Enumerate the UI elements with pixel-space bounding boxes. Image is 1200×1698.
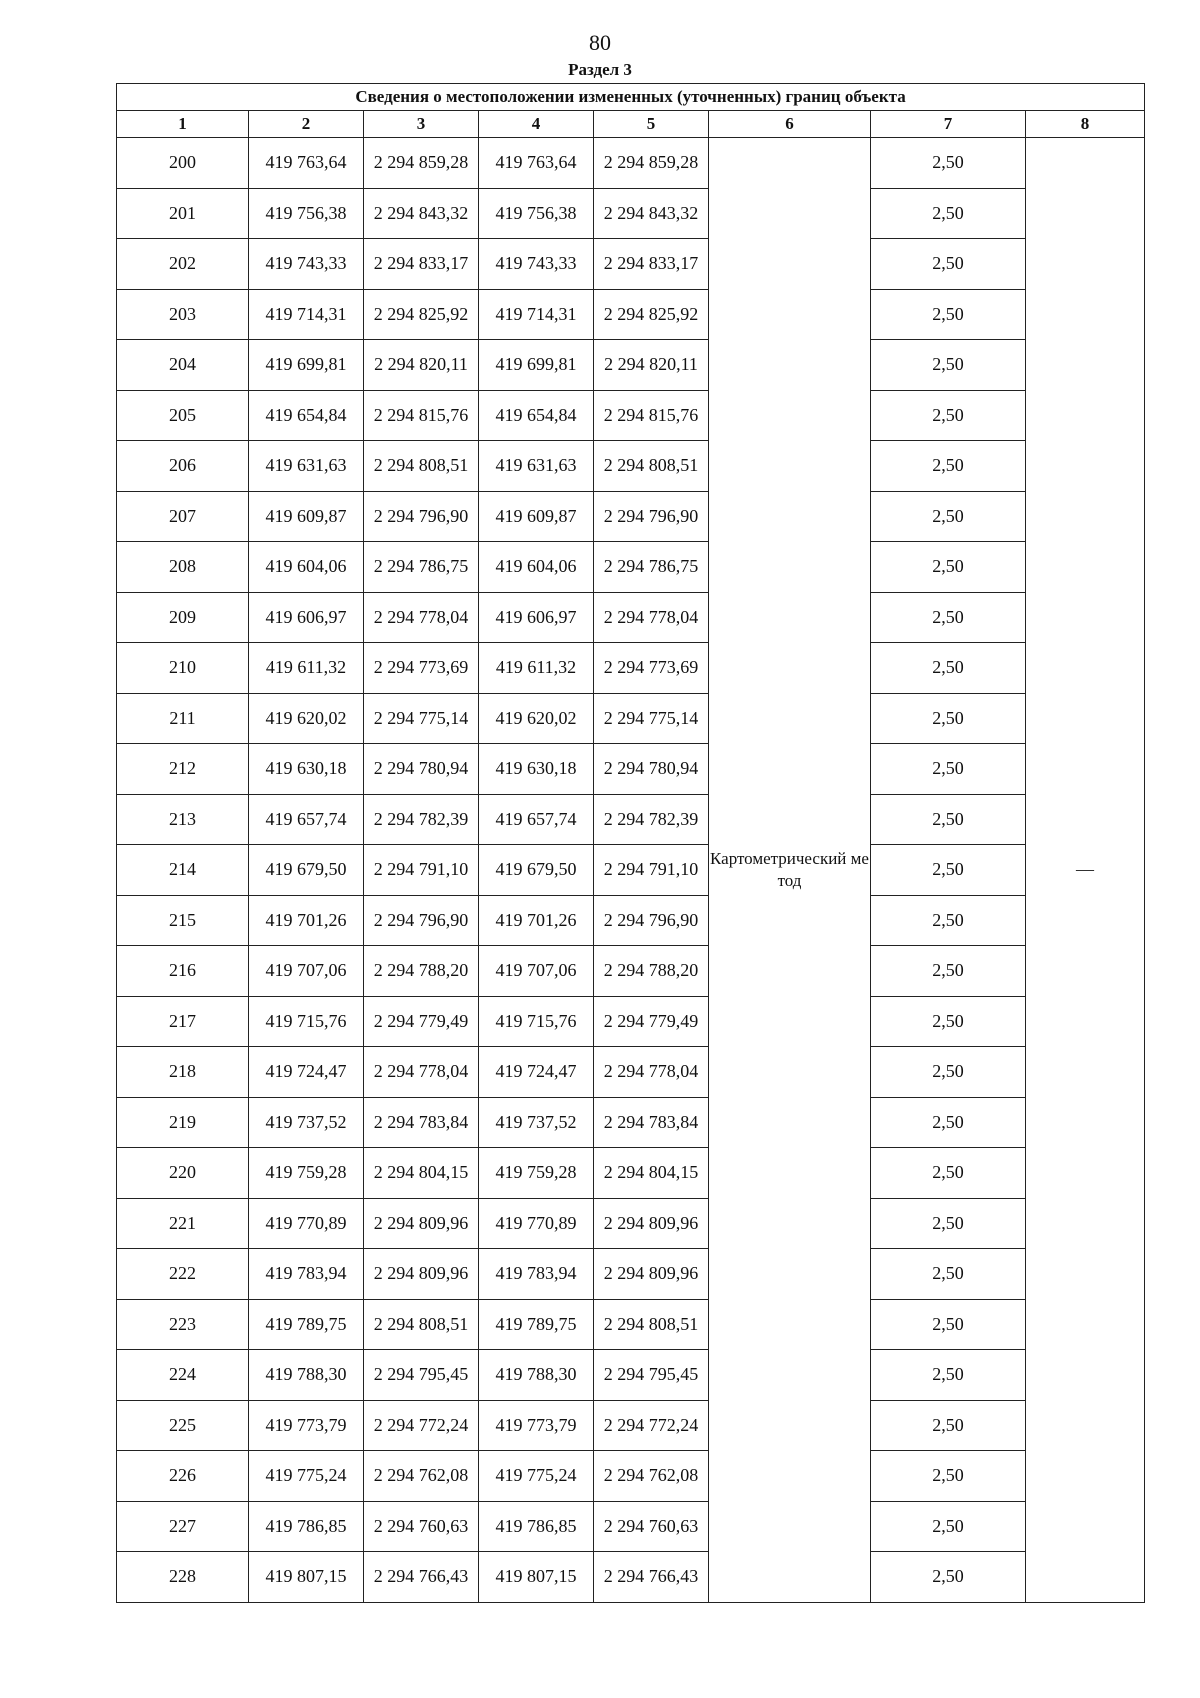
x-old-cell: 419 714,31 [249, 289, 364, 340]
y-new-cell: 2 294 809,96 [594, 1198, 709, 1249]
accuracy-cell: 2,50 [871, 1047, 1026, 1098]
x-new-cell: 419 807,15 [479, 1552, 594, 1603]
x-new-cell: 419 715,76 [479, 996, 594, 1047]
point-number-cell: 208 [117, 542, 249, 593]
accuracy-cell: 2,50 [871, 693, 1026, 744]
y-old-cell: 2 294 762,08 [364, 1451, 479, 1502]
x-old-cell: 419 604,06 [249, 542, 364, 593]
point-number-cell: 203 [117, 289, 249, 340]
x-new-cell: 419 657,74 [479, 794, 594, 845]
table-row [117, 1047, 1145, 1098]
accuracy-cell: 2,50 [871, 390, 1026, 441]
x-new-cell: 419 620,02 [479, 693, 594, 744]
x-new-cell: 419 775,24 [479, 1451, 594, 1502]
x-old-cell: 419 756,38 [249, 188, 364, 239]
x-new-cell: 419 714,31 [479, 289, 594, 340]
x-new-cell: 419 786,85 [479, 1501, 594, 1552]
y-old-cell: 2 294 773,69 [364, 643, 479, 694]
table-row [117, 946, 1145, 997]
accuracy-cell: 2,50 [871, 744, 1026, 795]
accuracy-cell: 2,50 [871, 946, 1026, 997]
x-new-cell: 419 756,38 [479, 188, 594, 239]
table-row [117, 1400, 1145, 1451]
x-old-cell: 419 786,85 [249, 1501, 364, 1552]
point-number-cell: 227 [117, 1501, 249, 1552]
y-old-cell: 2 294 778,04 [364, 592, 479, 643]
table-caption: Сведения о местоположении измененных (уточненных) границ объекта [117, 84, 1145, 111]
table-row [117, 1552, 1145, 1603]
x-old-cell: 419 763,64 [249, 138, 364, 189]
table-row [117, 643, 1145, 694]
y-old-cell: 2 294 786,75 [364, 542, 479, 593]
x-new-cell: 419 707,06 [479, 946, 594, 997]
point-number-cell: 220 [117, 1148, 249, 1199]
table-row [117, 996, 1145, 1047]
accuracy-cell: 2,50 [871, 138, 1026, 189]
table-row [117, 1451, 1145, 1502]
y-new-cell: 2 294 788,20 [594, 946, 709, 997]
y-new-cell: 2 294 760,63 [594, 1501, 709, 1552]
accuracy-cell: 2,50 [871, 895, 1026, 946]
y-old-cell: 2 294 804,15 [364, 1148, 479, 1199]
x-old-cell: 419 737,52 [249, 1097, 364, 1148]
table-row [117, 188, 1145, 239]
column-header-6: 6 [709, 111, 871, 138]
method-cell: Картометрический метод [709, 138, 871, 1603]
accuracy-cell: 2,50 [871, 996, 1026, 1047]
page-number: 80 [589, 30, 611, 55]
table-row [117, 1299, 1145, 1350]
table-row [117, 340, 1145, 391]
accuracy-cell: 2,50 [871, 592, 1026, 643]
y-new-cell: 2 294 859,28 [594, 138, 709, 189]
x-old-cell: 419 789,75 [249, 1299, 364, 1350]
point-number-cell: 216 [117, 946, 249, 997]
y-old-cell: 2 294 796,90 [364, 491, 479, 542]
point-number-cell: 204 [117, 340, 249, 391]
accuracy-cell: 2,50 [871, 1451, 1026, 1502]
table-row [117, 744, 1145, 795]
column-header-1: 1 [117, 111, 249, 138]
point-number-cell: 206 [117, 441, 249, 492]
point-number-cell: 217 [117, 996, 249, 1047]
y-old-cell: 2 294 782,39 [364, 794, 479, 845]
x-old-cell: 419 611,32 [249, 643, 364, 694]
point-number-cell: 210 [117, 643, 249, 694]
x-new-cell: 419 743,33 [479, 239, 594, 290]
table-row [117, 794, 1145, 845]
x-old-cell: 419 701,26 [249, 895, 364, 946]
y-old-cell: 2 294 808,51 [364, 1299, 479, 1350]
point-number-cell: 218 [117, 1047, 249, 1098]
y-new-cell: 2 294 783,84 [594, 1097, 709, 1148]
y-old-cell: 2 294 780,94 [364, 744, 479, 795]
x-new-cell: 419 789,75 [479, 1299, 594, 1350]
table-row [117, 1249, 1145, 1300]
table-row [117, 390, 1145, 441]
coordinates-table [116, 83, 1145, 1603]
point-number-cell: 209 [117, 592, 249, 643]
y-old-cell: 2 294 760,63 [364, 1501, 479, 1552]
y-new-cell: 2 294 779,49 [594, 996, 709, 1047]
x-old-cell: 419 631,63 [249, 441, 364, 492]
column-header-8: 8 [1026, 111, 1145, 138]
point-number-cell: 228 [117, 1552, 249, 1603]
accuracy-cell: 2,50 [871, 289, 1026, 340]
x-old-cell: 419 783,94 [249, 1249, 364, 1300]
y-old-cell: 2 294 833,17 [364, 239, 479, 290]
x-new-cell: 419 737,52 [479, 1097, 594, 1148]
y-old-cell: 2 294 795,45 [364, 1350, 479, 1401]
accuracy-cell: 2,50 [871, 1400, 1026, 1451]
point-number-cell: 201 [117, 188, 249, 239]
accuracy-cell: 2,50 [871, 542, 1026, 593]
y-old-cell: 2 294 772,24 [364, 1400, 479, 1451]
x-old-cell: 419 788,30 [249, 1350, 364, 1401]
x-old-cell: 419 724,47 [249, 1047, 364, 1098]
table-row [117, 1097, 1145, 1148]
y-new-cell: 2 294 809,96 [594, 1249, 709, 1300]
y-new-cell: 2 294 795,45 [594, 1350, 709, 1401]
accuracy-cell: 2,50 [871, 1198, 1026, 1249]
accuracy-cell: 2,50 [871, 188, 1026, 239]
y-new-cell: 2 294 766,43 [594, 1552, 709, 1603]
point-number-cell: 221 [117, 1198, 249, 1249]
x-new-cell: 419 788,30 [479, 1350, 594, 1401]
point-number-cell: 200 [117, 138, 249, 189]
x-new-cell: 419 783,94 [479, 1249, 594, 1300]
point-number-cell: 224 [117, 1350, 249, 1401]
y-new-cell: 2 294 775,14 [594, 693, 709, 744]
accuracy-cell: 2,50 [871, 1552, 1026, 1603]
x-new-cell: 419 630,18 [479, 744, 594, 795]
y-old-cell: 2 294 815,76 [364, 390, 479, 441]
table-row [117, 138, 1145, 189]
accuracy-cell: 2,50 [871, 1299, 1026, 1350]
x-new-cell: 419 654,84 [479, 390, 594, 441]
table-row [117, 441, 1145, 492]
y-new-cell: 2 294 815,76 [594, 390, 709, 441]
point-number-cell: 211 [117, 693, 249, 744]
table-row [117, 845, 1145, 896]
column-header-4: 4 [479, 111, 594, 138]
accuracy-cell: 2,50 [871, 643, 1026, 694]
y-old-cell: 2 294 796,90 [364, 895, 479, 946]
point-number-cell: 205 [117, 390, 249, 441]
y-new-cell: 2 294 804,15 [594, 1148, 709, 1199]
table-row [117, 693, 1145, 744]
y-old-cell: 2 294 778,04 [364, 1047, 479, 1098]
x-old-cell: 419 773,79 [249, 1400, 364, 1451]
accuracy-cell: 2,50 [871, 491, 1026, 542]
table-row [117, 592, 1145, 643]
y-new-cell: 2 294 782,39 [594, 794, 709, 845]
y-new-cell: 2 294 833,17 [594, 239, 709, 290]
table-row [117, 895, 1145, 946]
point-number-cell: 214 [117, 845, 249, 896]
y-old-cell: 2 294 766,43 [364, 1552, 479, 1603]
y-new-cell: 2 294 778,04 [594, 1047, 709, 1098]
y-new-cell: 2 294 772,24 [594, 1400, 709, 1451]
x-new-cell: 419 604,06 [479, 542, 594, 593]
table-row [117, 1148, 1145, 1199]
y-new-cell: 2 294 808,51 [594, 441, 709, 492]
y-old-cell: 2 294 809,96 [364, 1249, 479, 1300]
y-new-cell: 2 294 762,08 [594, 1451, 709, 1502]
x-old-cell: 419 699,81 [249, 340, 364, 391]
point-number-cell: 207 [117, 491, 249, 542]
y-old-cell: 2 294 775,14 [364, 693, 479, 744]
point-number-cell: 219 [117, 1097, 249, 1148]
y-new-cell: 2 294 843,32 [594, 188, 709, 239]
x-old-cell: 419 743,33 [249, 239, 364, 290]
x-new-cell: 419 606,97 [479, 592, 594, 643]
x-new-cell: 419 631,63 [479, 441, 594, 492]
y-old-cell: 2 294 783,84 [364, 1097, 479, 1148]
table-row [117, 1350, 1145, 1401]
accuracy-cell: 2,50 [871, 441, 1026, 492]
point-number-cell: 212 [117, 744, 249, 795]
point-number-cell: 213 [117, 794, 249, 845]
x-old-cell: 419 679,50 [249, 845, 364, 896]
y-old-cell: 2 294 791,10 [364, 845, 479, 896]
x-old-cell: 419 630,18 [249, 744, 364, 795]
table-row [117, 1501, 1145, 1552]
x-new-cell: 419 773,79 [479, 1400, 594, 1451]
x-old-cell: 419 759,28 [249, 1148, 364, 1199]
accuracy-cell: 2,50 [871, 1501, 1026, 1552]
x-old-cell: 419 657,74 [249, 794, 364, 845]
table-row [117, 289, 1145, 340]
y-old-cell: 2 294 820,11 [364, 340, 479, 391]
x-old-cell: 419 620,02 [249, 693, 364, 744]
x-old-cell: 419 654,84 [249, 390, 364, 441]
y-new-cell: 2 294 796,90 [594, 491, 709, 542]
table-row [117, 542, 1145, 593]
accuracy-cell: 2,50 [871, 794, 1026, 845]
y-old-cell: 2 294 809,96 [364, 1198, 479, 1249]
y-new-cell: 2 294 825,92 [594, 289, 709, 340]
y-new-cell: 2 294 773,69 [594, 643, 709, 694]
table-row [117, 491, 1145, 542]
x-new-cell: 419 611,32 [479, 643, 594, 694]
section-title: Раздел 3 [568, 60, 632, 79]
point-number-cell: 215 [117, 895, 249, 946]
accuracy-cell: 2,50 [871, 1350, 1026, 1401]
y-new-cell: 2 294 780,94 [594, 744, 709, 795]
x-new-cell: 419 763,64 [479, 138, 594, 189]
x-new-cell: 419 759,28 [479, 1148, 594, 1199]
table-row [117, 1198, 1145, 1249]
note-cell: — [1026, 138, 1145, 1603]
x-new-cell: 419 724,47 [479, 1047, 594, 1098]
x-new-cell: 419 701,26 [479, 895, 594, 946]
x-new-cell: 419 679,50 [479, 845, 594, 896]
y-new-cell: 2 294 791,10 [594, 845, 709, 896]
x-new-cell: 419 609,87 [479, 491, 594, 542]
point-number-cell: 226 [117, 1451, 249, 1502]
y-new-cell: 2 294 796,90 [594, 895, 709, 946]
column-header-2: 2 [249, 111, 364, 138]
column-header-7: 7 [871, 111, 1026, 138]
x-old-cell: 419 770,89 [249, 1198, 364, 1249]
column-header-5: 5 [594, 111, 709, 138]
x-old-cell: 419 715,76 [249, 996, 364, 1047]
y-old-cell: 2 294 825,92 [364, 289, 479, 340]
y-old-cell: 2 294 788,20 [364, 946, 479, 997]
point-number-cell: 223 [117, 1299, 249, 1350]
y-new-cell: 2 294 778,04 [594, 592, 709, 643]
y-new-cell: 2 294 786,75 [594, 542, 709, 593]
accuracy-cell: 2,50 [871, 1148, 1026, 1199]
x-new-cell: 419 770,89 [479, 1198, 594, 1249]
x-new-cell: 419 699,81 [479, 340, 594, 391]
y-old-cell: 2 294 779,49 [364, 996, 479, 1047]
accuracy-cell: 2,50 [871, 340, 1026, 391]
y-old-cell: 2 294 808,51 [364, 441, 479, 492]
x-old-cell: 419 807,15 [249, 1552, 364, 1603]
y-new-cell: 2 294 820,11 [594, 340, 709, 391]
accuracy-cell: 2,50 [871, 1097, 1026, 1148]
y-old-cell: 2 294 859,28 [364, 138, 479, 189]
accuracy-cell: 2,50 [871, 845, 1026, 896]
accuracy-cell: 2,50 [871, 1249, 1026, 1300]
point-number-cell: 202 [117, 239, 249, 290]
y-old-cell: 2 294 843,32 [364, 188, 479, 239]
accuracy-cell: 2,50 [871, 239, 1026, 290]
y-new-cell: 2 294 808,51 [594, 1299, 709, 1350]
column-header-3: 3 [364, 111, 479, 138]
x-old-cell: 419 775,24 [249, 1451, 364, 1502]
x-old-cell: 419 707,06 [249, 946, 364, 997]
x-old-cell: 419 609,87 [249, 491, 364, 542]
point-number-cell: 222 [117, 1249, 249, 1300]
point-number-cell: 225 [117, 1400, 249, 1451]
x-old-cell: 419 606,97 [249, 592, 364, 643]
table-row [117, 239, 1145, 290]
